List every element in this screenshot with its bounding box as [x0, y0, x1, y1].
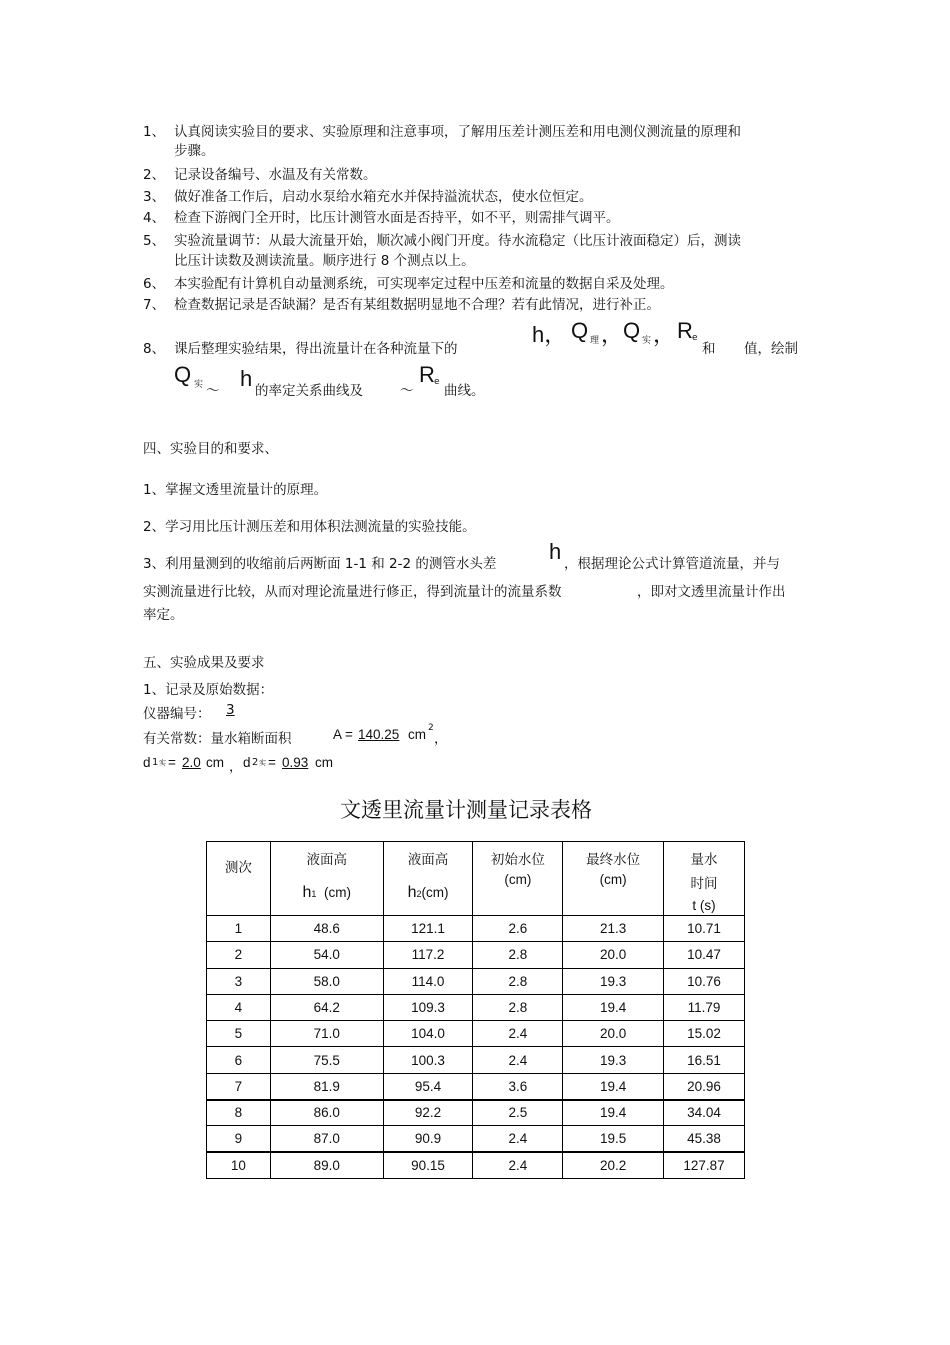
subscript-shi: 实: [259, 759, 266, 767]
list-item-cont: 实测流量进行比较，从而对理论流量进行修正，得到流量计的流量系数: [143, 584, 562, 600]
table-cell: 19.4: [563, 994, 664, 1020]
table-title: 文透里流量计测量记录表格: [340, 798, 592, 822]
section-heading: 四、实验目的和要求、: [143, 441, 278, 457]
table-row: [207, 968, 745, 994]
area-value: 140.25: [358, 727, 400, 742]
subscript-shi: 实: [194, 380, 204, 390]
superscript-2: 2: [428, 723, 434, 733]
table-cell: 81.9: [270, 1073, 383, 1099]
symbol-h: h: [407, 884, 417, 901]
tilde: ～: [206, 383, 220, 399]
table-cell: 16.51: [664, 1047, 745, 1073]
table-cell: 3.6: [473, 1073, 563, 1099]
punctuation: ，: [229, 759, 243, 775]
table-cell: 95.4: [383, 1073, 473, 1099]
table-cell: 2.4: [473, 1047, 563, 1073]
step-text: 曲线。: [444, 383, 485, 399]
table-cell: 2.5: [473, 1100, 563, 1126]
d2-label: d: [243, 755, 251, 770]
he-text: 和: [702, 341, 716, 357]
step-text-cont: 步骤。: [174, 143, 215, 159]
instrument-label: 仪器编号：: [143, 706, 211, 722]
table-cell: 20.2: [563, 1152, 664, 1178]
table-cell: 100.3: [383, 1047, 473, 1073]
header-label: 最终水位: [586, 852, 641, 868]
area-label: A =: [333, 727, 353, 742]
table-cell: 20.0: [563, 1021, 664, 1047]
record-label: 1、记录及原始数据：: [143, 682, 274, 698]
table-cell: 2.4: [473, 1152, 563, 1178]
table-cell: 4: [207, 994, 271, 1020]
list-item: 3、利用量测到的收缩前后两断面 1-1 和 2-2 的测管水头差: [143, 556, 497, 572]
section-heading: 五、实验成果及要求: [143, 655, 265, 671]
table-cell: 34.04: [664, 1100, 745, 1126]
header-unit: [271, 884, 383, 902]
table-cell: 10: [207, 1152, 271, 1178]
table-cell: 109.3: [383, 994, 473, 1020]
table-cell: 127.87: [664, 1152, 745, 1178]
header-unit: t (s): [692, 898, 716, 913]
header-cell: [664, 842, 745, 916]
table-cell: 2.8: [473, 994, 563, 1020]
table-row: [207, 1073, 745, 1099]
header-label: 初始水位: [490, 852, 545, 868]
step-text: 检查下游阀门全开时，比压计测管水面是否持平，如不平，则需排气调平。: [174, 210, 620, 226]
symbol-h: h: [302, 884, 312, 901]
step-number: 6、: [143, 276, 166, 292]
step-text: 认真阅读实验目的要求、实验原理和注意事项，了解用压差计测压差和用电测仪测流量的原理和: [174, 124, 741, 140]
punctuation: ，: [434, 731, 448, 747]
record-table: [206, 841, 745, 1179]
unit-cm: cm: [206, 755, 224, 770]
table-row: [207, 1126, 745, 1152]
comma: ，: [601, 322, 624, 347]
list-item-cont: 率定。: [143, 607, 184, 623]
step-text: 记录设备编号、水温及有关常数。: [174, 167, 377, 183]
table-cell: 104.0: [383, 1021, 473, 1047]
unit-text: (cm): [323, 885, 351, 900]
step-number: 8、: [143, 341, 166, 357]
table-cell: 90.9: [383, 1126, 473, 1152]
step-text: 检查数据记录是否缺漏？是否有某组数据明显地不合理？若有此情况，进行补正。: [174, 297, 660, 313]
step-text: 课后整理实验结果，得出流量计在各种流量下的: [174, 341, 458, 357]
table-cell: 20.0: [563, 942, 664, 968]
equals: =: [168, 755, 176, 770]
subscript-shi: 实: [159, 759, 166, 767]
table-cell: 75.5: [270, 1047, 383, 1073]
header-cell: [383, 842, 473, 916]
d1-label: d: [143, 755, 151, 770]
header-label: 液面高: [306, 852, 347, 868]
subscript-2: 2: [252, 757, 259, 768]
subscript: 1: [311, 889, 317, 899]
table-cell: 10.76: [664, 968, 745, 994]
list-item: 1、掌握文透里流量计的原理。: [143, 482, 328, 498]
symbol-h: h: [549, 539, 562, 564]
table-cell: 2.4: [473, 1126, 563, 1152]
step-text: 实验流量调节：从最大流量开始，顺次减小阀门开度。待水流稳定（比压计液面稳定）后，测读: [174, 233, 741, 249]
table-cell: 86.0: [270, 1100, 383, 1126]
table-cell: 15.02: [664, 1021, 745, 1047]
header-label: 量水: [690, 852, 718, 868]
symbol-re: R: [677, 318, 693, 343]
table-header-row: [207, 842, 745, 916]
table-cell: 90.15: [383, 1152, 473, 1178]
symbol-h: h: [240, 366, 253, 391]
table-cell: 2.8: [473, 968, 563, 994]
d1-value: 2.0: [182, 755, 201, 770]
table-cell: 10.47: [664, 942, 745, 968]
d2-value: 0.93: [282, 755, 309, 770]
header-cell: [563, 842, 664, 916]
header-label: 液面高: [407, 852, 449, 868]
table-cell: 45.38: [664, 1126, 745, 1152]
table-cell: 2.8: [473, 942, 563, 968]
table-cell: 20.96: [664, 1073, 745, 1099]
step-number: 5、: [143, 233, 166, 249]
table-cell: 64.2: [270, 994, 383, 1020]
table-cell: 6: [207, 1047, 271, 1073]
unit-cm: cm: [315, 755, 333, 770]
table-cell: 5: [207, 1021, 271, 1047]
symbol-h: h，: [532, 322, 567, 347]
table-row: [207, 1152, 745, 1178]
zhi-text: 值，绘制: [744, 341, 798, 357]
table-cell: 3: [207, 968, 271, 994]
table-cell: 19.3: [563, 968, 664, 994]
header-unit: (cm): [599, 872, 627, 887]
table-cell: 2.4: [473, 1021, 563, 1047]
table-body: [207, 916, 745, 1179]
step-number: 4、: [143, 210, 166, 226]
list-item-cont: ，即对文透里流量计作出: [637, 584, 786, 600]
table-cell: 48.6: [270, 916, 383, 942]
table-cell: 58.0: [270, 968, 383, 994]
header-unit: [384, 884, 473, 902]
equals: =: [268, 755, 276, 770]
table-cell: 19.4: [563, 1073, 664, 1099]
header-cell: [270, 842, 383, 916]
table-row: [207, 994, 745, 1020]
table-row: [207, 1047, 745, 1073]
step-number: 2、: [143, 167, 166, 183]
comma: ，: [653, 322, 676, 347]
table-cell: 19.5: [563, 1126, 664, 1152]
step-text: 做好准备工作后，启动水泵给水箱充水并保持溢流状态，使水位恒定。: [174, 189, 593, 205]
table-cell: 2.6: [473, 916, 563, 942]
step-text: 的率定关系曲线及: [255, 383, 363, 399]
header-cell: [207, 842, 271, 916]
table-cell: 7: [207, 1073, 271, 1099]
table-cell: 9: [207, 1126, 271, 1152]
table-cell: 11.79: [664, 994, 745, 1020]
table-cell: 121.1: [383, 916, 473, 942]
table-row: [207, 1100, 745, 1126]
unit-text: (cm): [421, 885, 449, 900]
table-cell: 19.3: [563, 1047, 664, 1073]
step-text: 本实验配有计算机自动量测系统，可实现率定过程中压差和流量的数据自采及处理。: [174, 276, 674, 292]
subscript-li: 理: [590, 336, 600, 346]
constants-label: 有关常数：量水箱断面积: [143, 731, 292, 747]
table-cell: 71.0: [270, 1021, 383, 1047]
subscript-1: 1: [152, 757, 159, 768]
table-row: [207, 1021, 745, 1047]
table-cell: 8: [207, 1100, 271, 1126]
table-cell: 89.0: [270, 1152, 383, 1178]
step-number: 3、: [143, 189, 166, 205]
list-item-cont: ，根据理论公式计算管道流量，并与: [564, 556, 780, 572]
step-text-cont: 比压计读数及测读流量。顺序进行 8 个测点以上。: [174, 253, 475, 269]
step-number: 1、: [143, 124, 166, 140]
area-unit: cm: [408, 727, 426, 742]
table-cell: 87.0: [270, 1126, 383, 1152]
header-label: 测次: [224, 860, 252, 876]
symbol-q-actual: Q: [174, 362, 192, 387]
subscript-shi: 实: [642, 336, 652, 346]
table-cell: 19.4: [563, 1100, 664, 1126]
step-number: 7、: [143, 297, 166, 313]
table-cell: 21.3: [563, 916, 664, 942]
table-row: [207, 916, 745, 942]
table-cell: 2: [207, 942, 271, 968]
subscript: 2: [416, 889, 422, 899]
table-cell: 1: [207, 916, 271, 942]
tilde: ～: [400, 383, 414, 399]
symbol-q-theory: Q: [571, 318, 589, 343]
table-cell: 10.71: [664, 916, 745, 942]
subscript-e: e: [434, 377, 440, 387]
symbol-re: R: [419, 362, 435, 387]
instrument-number: 3: [226, 702, 235, 718]
subscript-e: e: [692, 333, 698, 343]
list-item: 2、学习用比压计测压差和用体积法测流量的实验技能。: [143, 519, 476, 535]
table-cell: 92.2: [383, 1100, 473, 1126]
table-cell: 117.2: [383, 942, 473, 968]
header-unit: (cm): [504, 872, 532, 887]
table-cell: 54.0: [270, 942, 383, 968]
table-row: [207, 942, 745, 968]
header-cell: [473, 842, 563, 916]
table-cell: 114.0: [383, 968, 473, 994]
symbol-q-actual: Q: [623, 318, 641, 343]
header-label: 时间: [690, 876, 718, 892]
